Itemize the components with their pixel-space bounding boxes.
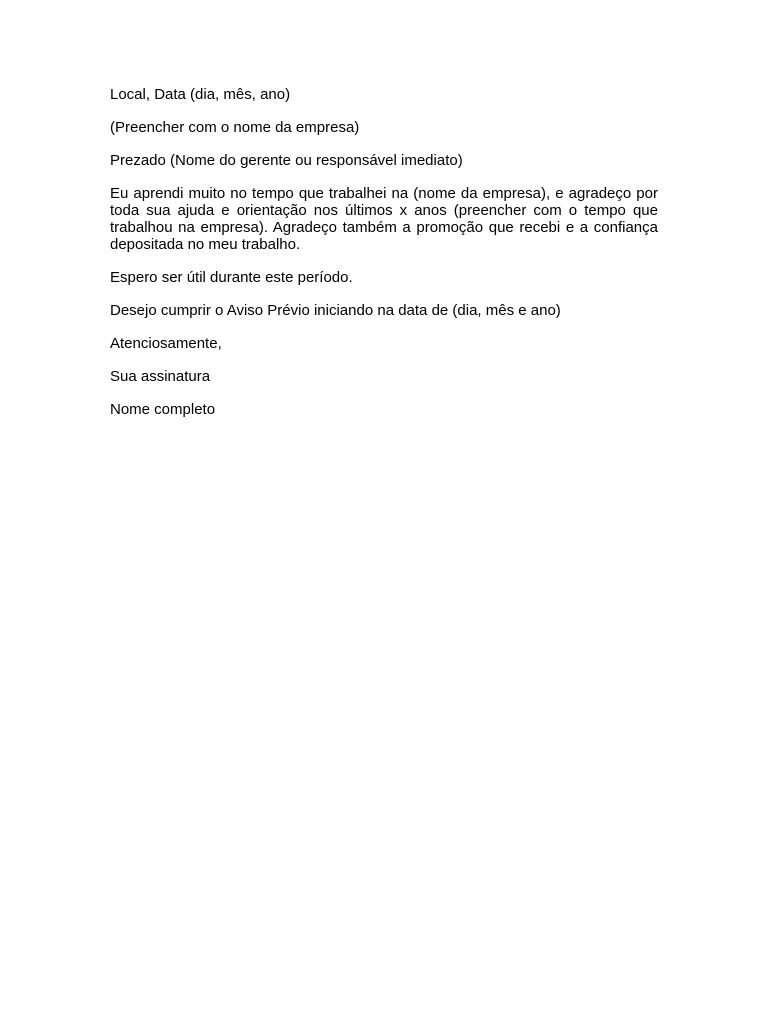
salutation-line: Prezado (Nome do gerente ou responsável imediato) — [110, 152, 463, 169]
letter-body — [110, 86, 658, 434]
notice-line: Desejo cumprir o Aviso Prévio iniciando na data de (dia, mês e ano) — [110, 302, 561, 319]
hope-line: Espero ser útil durante este período. — [110, 269, 353, 286]
place-date-line: Local, Data (dia, mês, ano) — [110, 86, 291, 103]
signature-line: Sua assinatura — [110, 368, 211, 385]
closing-line: Atenciosamente, — [110, 335, 222, 352]
full-name-line: Nome completo — [110, 401, 216, 418]
company-line: (Preencher com o nome da empresa) — [110, 119, 360, 136]
body-paragraph: Eu aprendi muito no tempo que trabalhei na (nome da empresa), e agradeço por toda sua ajuda e orientação nos últimos x anos (preencher com o tempo que trabalhou na empresa). Agradeço também a promoção que recebi e a confiança depositada no meu trabalho. — [110, 185, 658, 253]
